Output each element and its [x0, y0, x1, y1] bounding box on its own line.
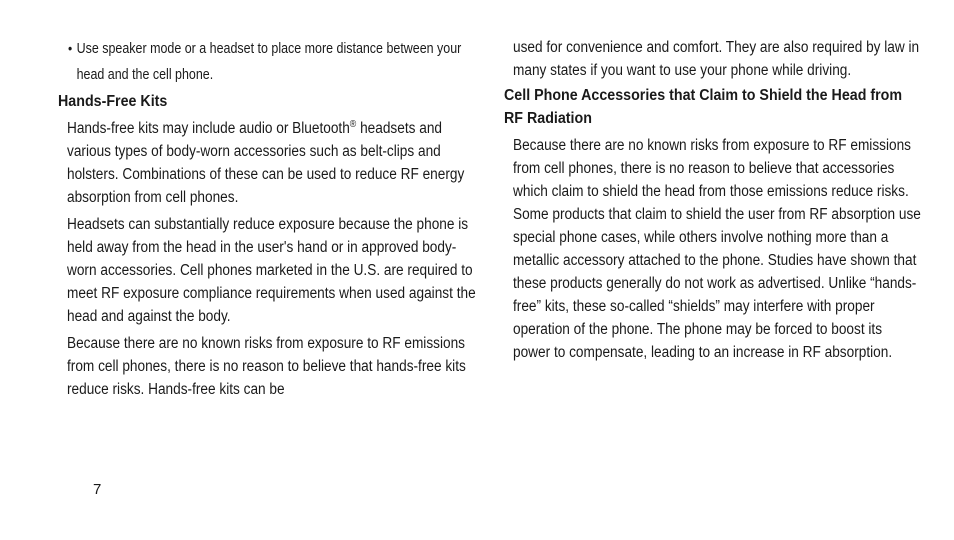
section-heading-hands-free-kits: Hands-Free Kits: [58, 93, 168, 110]
bullet-item: [68, 36, 466, 88]
paragraph-continuation: used for convenience and comfort. They are also required by law in many states if you want to use your phone while driving.: [513, 39, 920, 79]
bullet-dot-icon: •: [68, 40, 73, 56]
paragraph-text-before-trademark: Hands-free kits may include audio or Bluetooth: [67, 120, 350, 137]
registered-trademark-mark: ®: [349, 118, 357, 130]
paragraph-hands-free-intro: [67, 117, 477, 209]
paragraph-text-after-trademark: headsets and various types of body-worn accessories such as belt-clips and holsters. Combinations of these can be used to reduce RF energy absorption from cell phones.: [67, 120, 465, 206]
paragraph-no-known-risks-kits: Because there are no known risks from exposure to RF emissions from cell phones, there is no reason to believe that hands-free kits reduce risks. Hands-free kits can be: [67, 335, 466, 398]
paragraph-shield-accessories: Because there are no known risks from exposure to RF emissions from cell phones, there is no reason to believe that accessories which claim to shield the head from those emissions reduce risks. Some products that claim to shield the user from RF absorption use special phone cases, while others involve nothing more than a metallic accessory attached to the phone. Studies have shown that these products generally do not work as advertised. Unlike “hands-free” kits, these so-called “shields” may interfere with proper operation of the phone. The phone may be forced to boost its power to compensate, leading to an increase in RF absorption.: [513, 137, 921, 361]
bullet-text: Use speaker mode or a headset to place more distance between your head and the cell phone.: [76, 41, 462, 83]
paragraph-headsets-exposure: Headsets can substantially reduce exposure because the phone is held away from the head in the user's hand or in approved body-worn accessories. Cell phones marketed in the U.S. are required to meet RF exposure compliance requirements when used against the head and against the body.: [67, 216, 476, 325]
right-column: [504, 36, 921, 368]
section-heading-shield-accessories: Cell Phone Accessories that Claim to Shield the Head from RF Radiation: [504, 87, 903, 127]
page-number: 7: [93, 481, 102, 498]
left-column: [58, 36, 476, 405]
